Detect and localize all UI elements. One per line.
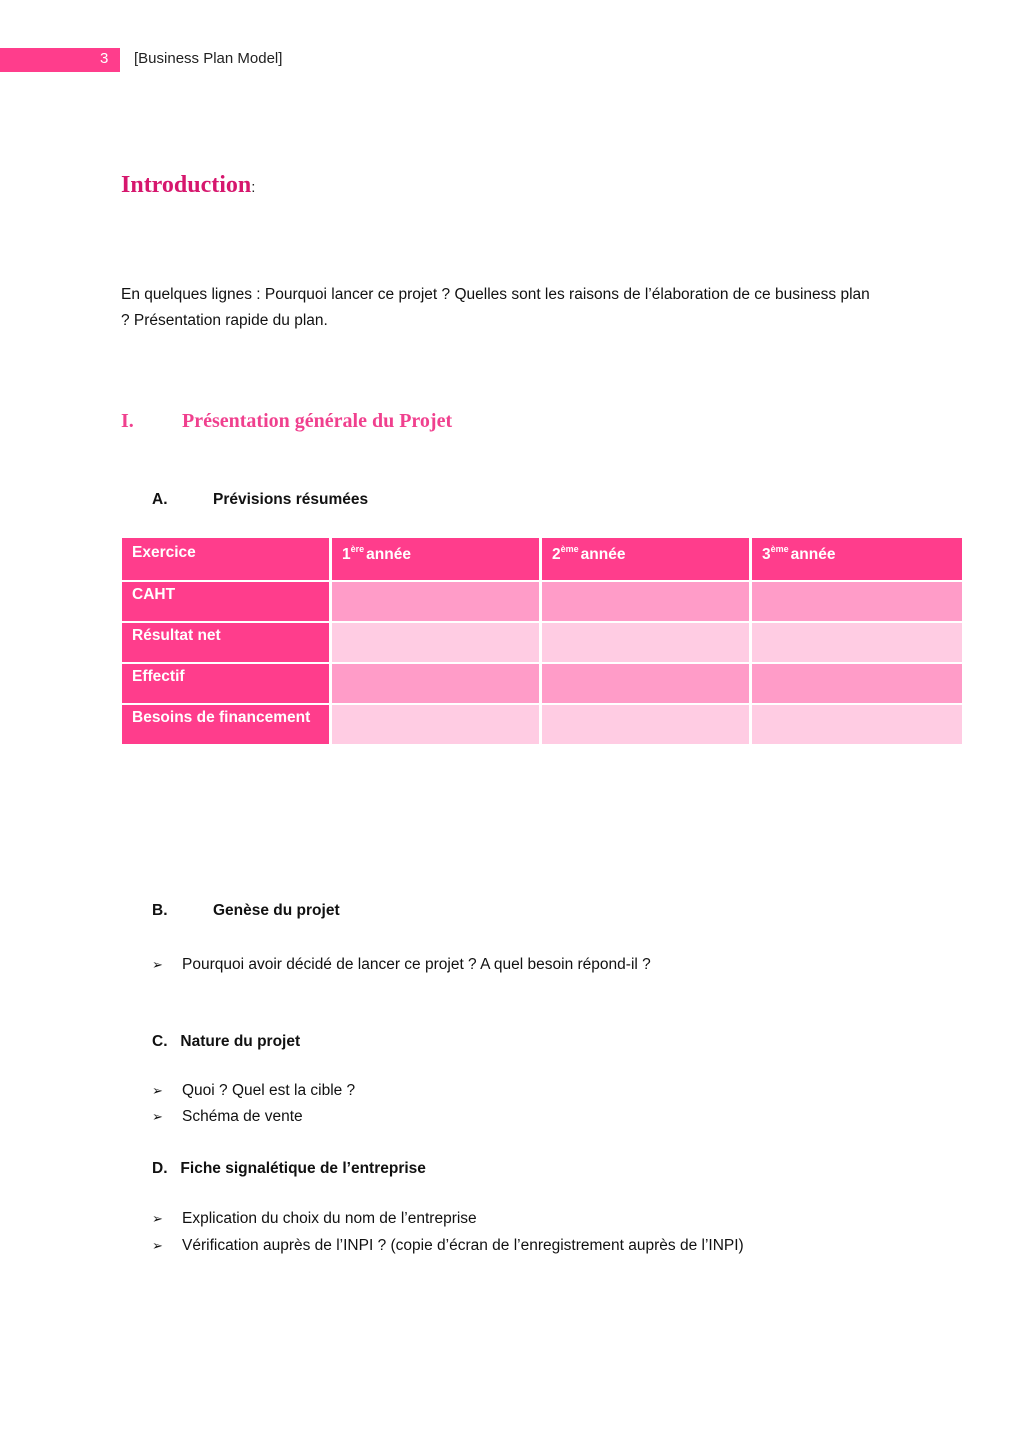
- table-cell: [542, 582, 752, 623]
- section-1-number: I.: [121, 410, 134, 432]
- year-1-sup: ère: [350, 544, 365, 554]
- table-cell: [332, 664, 542, 705]
- table-cell: [752, 705, 962, 746]
- year-1-num: 1: [342, 546, 351, 563]
- table-cell: [332, 705, 542, 746]
- table-row: [122, 705, 962, 746]
- year-3-label: année: [790, 546, 836, 563]
- row-label: CAHT: [122, 582, 332, 623]
- table-cell: [332, 582, 542, 623]
- table-cell: [542, 664, 752, 705]
- sub-b-letter: B.: [152, 902, 168, 919]
- arrow-bullet-icon: ➢: [152, 1083, 163, 1098]
- list-item-text: Quoi ? Quel est la cible ?: [182, 1082, 356, 1099]
- sub-a-letter: A.: [152, 491, 168, 508]
- section-1-title: Présentation générale du Projet: [182, 410, 453, 432]
- arrow-bullet-icon: ➢: [152, 1109, 163, 1124]
- table-header-row: [122, 538, 962, 582]
- page-number: 3: [100, 50, 109, 67]
- introduction-title-text: Introduction: [121, 172, 252, 198]
- sub-d-title: D. Fiche signalétique de l’entreprise: [152, 1160, 426, 1177]
- table-row: [122, 664, 962, 705]
- year-2-num: 2: [552, 546, 561, 563]
- table-cell: [332, 623, 542, 664]
- arrow-bullet-icon: ➢: [152, 1238, 163, 1253]
- row-label: Résultat net: [122, 623, 332, 664]
- table-cell: [752, 664, 962, 705]
- list-item: [152, 1108, 303, 1126]
- year-1-label: année: [366, 546, 411, 563]
- table-header-corner: Exercice: [122, 538, 332, 582]
- introduction-text: En quelques lignes : Pourquoi lancer ce projet ? Quelles sont les raisons de l’élaboration de ce business plan ? Présentation rapide du plan.: [121, 286, 870, 329]
- table-cell: [752, 582, 962, 623]
- table-row: [122, 623, 962, 664]
- list-item: [152, 1237, 744, 1255]
- introduction-title: [121, 172, 255, 199]
- table-cell: [542, 705, 752, 746]
- year-2-label: année: [580, 546, 626, 563]
- list-item-text: Explication du choix du nom de l’entreprise: [182, 1210, 477, 1227]
- table-cell: [542, 623, 752, 664]
- list-item: [152, 956, 651, 974]
- table-header-year-1: [332, 538, 542, 582]
- sub-a-title: Prévisions résumées: [213, 491, 369, 508]
- list-item-text: Schéma de vente: [182, 1108, 303, 1125]
- row-label: Besoins de financement: [122, 705, 332, 746]
- list-item-text: Pourquoi avoir décidé de lancer ce projet ? A quel besoin répond-il ?: [182, 956, 651, 973]
- sub-c-title: C. Nature du projet: [152, 1033, 301, 1050]
- table-header-year-2: [542, 538, 752, 582]
- year-2-sup: ème: [560, 544, 579, 554]
- forecast-table: [122, 538, 962, 746]
- arrow-bullet-icon: ➢: [152, 957, 163, 972]
- arrow-bullet-icon: ➢: [152, 1211, 163, 1226]
- sub-b-title: Genèse du projet: [213, 902, 340, 919]
- table-row: [122, 582, 962, 623]
- table-cell: [752, 623, 962, 664]
- table-header-year-3: [752, 538, 962, 582]
- list-item: [152, 1082, 355, 1100]
- header-title: [Business Plan Model]: [134, 50, 283, 67]
- list-item: [152, 1210, 477, 1228]
- introduction-colon: :: [251, 179, 256, 196]
- year-3-sup: ème: [770, 544, 789, 554]
- row-label: Effectif: [122, 664, 332, 705]
- year-3-num: 3: [762, 546, 771, 563]
- list-item-text: Vérification auprès de l’INPI ? (copie d’écran de l’enregistrement auprès de l’INPI): [182, 1237, 744, 1254]
